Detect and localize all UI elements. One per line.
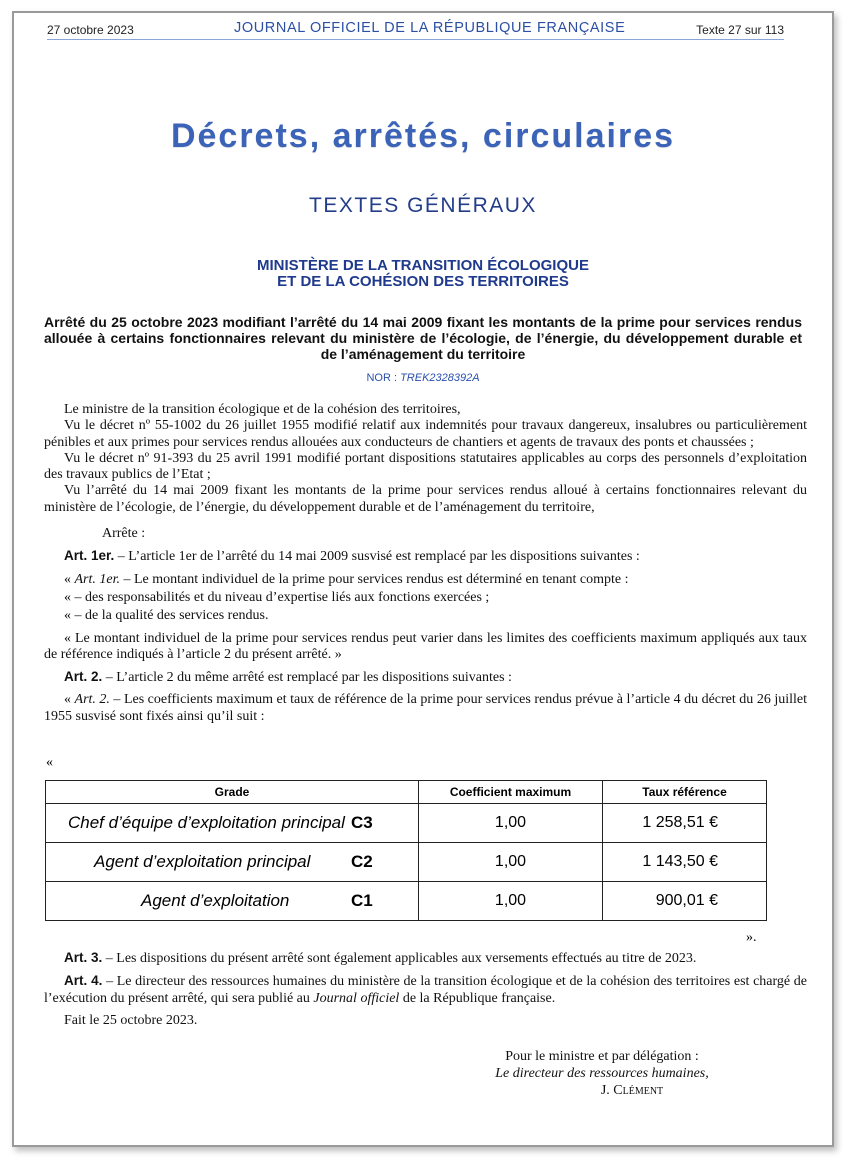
arrete-title: Arrêté du 25 octobre 2023 modifiant l’arrêté du 14 mai 2009 fixant les montants de la prime pour services rendus allouée à certains fonctionnaires relevant du ministère de l’écologie, de l’énergie, du développement durable et de l’aménagement du territoire <box>44 314 802 362</box>
signature-block <box>434 1048 770 1099</box>
article-1-label: Art. 1er. <box>64 548 115 564</box>
table-row <box>46 804 767 843</box>
taux-cell: 900,01 € <box>603 882 767 921</box>
grade-code: C2 <box>351 852 373 871</box>
nor-label: NOR : <box>366 372 397 384</box>
subsection-title: TEXTES GÉNÉRAUX <box>309 194 537 217</box>
table-header-grade: Grade <box>46 781 419 804</box>
coefficient-cell: 1,00 <box>419 843 603 882</box>
article-3-label: Art. 3. <box>64 950 103 965</box>
article-2-label: Art. 2. <box>64 669 103 685</box>
article-1-paragraph: « Le montant individuel de la prime pour services rendus peut varier dans les limites des coefficients maximum appliqués aux taux de référence indiqués à l’article 2 du présent arrêté. » <box>44 630 807 662</box>
ministry-heading <box>14 258 832 290</box>
grade-name: Agent d’exploitation principal <box>94 852 311 871</box>
quote-mark: « <box>64 571 75 587</box>
article-4-text: – Le directeur des ressources humaines du ministère de la transition écologique et de la cohésion des territoires est chargé de l’exécution du présent arrêté, qui sera publié au <box>44 974 807 1006</box>
document-tail <box>44 950 807 1035</box>
article-4-label: Art. 4. <box>64 973 103 989</box>
article-2-quote <box>44 692 807 725</box>
document-frame <box>12 11 834 1147</box>
nor-value: TREK2328392A <box>400 372 480 384</box>
ministry-line-2: ET DE LA COHÉSION DES TERRITOIRES <box>277 273 569 290</box>
taux-cell: 1 143,50 € <box>603 843 767 882</box>
article-2-text: – L’article 2 du même arrêté est remplacé par les dispositions suivantes : <box>102 670 512 686</box>
grades-table <box>45 780 767 921</box>
grade-cell <box>46 843 419 882</box>
table-header-taux: Taux référence <box>603 781 767 804</box>
journal-officiel-ref: Journal officiel <box>313 990 400 1006</box>
quoted-article-label: Art. 2. <box>74 692 110 708</box>
grade-code: C3 <box>351 813 373 832</box>
coefficient-cell: 1,00 <box>419 882 603 921</box>
preamble-line: Vu l’arrêté du 14 mai 2009 fixant les montants de la prime pour services rendus alloué à certains fonctionnaires relevant du ministère de l’écologie, de l’énergie, du développement durable et de l’aménagement du territoire, <box>44 483 807 515</box>
header-text-count: Texte 27 sur 113 <box>696 23 784 37</box>
article-1 <box>44 548 807 565</box>
ministry-line-1: MINISTÈRE DE LA TRANSITION ÉCOLOGIQUE <box>257 257 589 274</box>
nor-reference <box>14 372 832 384</box>
preamble-line: Vu le décret nº 55-1002 du 26 juillet 1955 modifié relatif aux indemnités pour travaux dangereux, insalubres ou particulièrement pénibles et aux primes pour services rendus allouées aux conducteurs de chantiers et agents de travaux des ponts et chaussées ; <box>44 418 807 450</box>
grade-name: Chef d’équipe d’exploitation principal <box>68 813 345 832</box>
table-row <box>46 882 767 921</box>
grade-code: C1 <box>351 891 373 910</box>
grade-cell <box>46 804 419 843</box>
article-1-item: « – de la qualité des services rendus. <box>64 608 269 624</box>
article-3 <box>44 950 807 967</box>
taux-cell: 1 258,51 € <box>603 804 767 843</box>
signature-line-2: Le directeur des ressources humaines, <box>495 1066 709 1081</box>
document-body <box>44 402 807 725</box>
header-journal-title: JOURNAL OFFICIEL DE LA RÉPUBLIQUE FRANÇAISE <box>234 20 626 36</box>
header-date: 27 octobre 2023 <box>47 23 134 37</box>
coefficient-cell: 1,00 <box>419 804 603 843</box>
article-1-item: « – des responsabilités et du niveau d’expertise liés aux fonctions exercées ; <box>64 589 490 605</box>
section-title: Décrets, arrêtés, circulaires <box>170 117 676 155</box>
article-1-text: – L’article 1er de l’arrêté du 14 mai 2009 susvisé est remplacé par les dispositions suivantes : <box>114 549 640 565</box>
quoted-article-text: – Les coefficients maximum et taux de référence de la prime pour services rendus prévue à l’article 4 du décret du 26 juillet 1955 susvisé sont fixés ainsi qu’il suit : <box>44 692 807 724</box>
quote-mark: « <box>64 692 75 708</box>
grade-cell <box>46 882 419 921</box>
fait-le: Fait le 25 octobre 2023. <box>64 1012 198 1028</box>
quoted-article-text: – Le montant individuel de la prime pour services rendus est déterminé en tenant compte : <box>120 571 629 587</box>
preamble-line: Le ministre de la transition écologique et de la cohésion des territoires, <box>64 402 461 417</box>
table-header-row <box>46 781 767 804</box>
article-1-quote <box>44 572 807 588</box>
quoted-article-label: Art. 1er. <box>74 571 120 587</box>
page-header <box>47 20 784 40</box>
table-close-quote: ». <box>746 930 757 945</box>
header-rule <box>47 39 784 40</box>
signature-name: J. Clément <box>600 1083 664 1098</box>
article-3-text: – Les dispositions du présent arrêté sont également applicables aux versements effectués au titre de 2023. <box>102 951 697 966</box>
table-open-quote: « <box>46 755 53 770</box>
table-header-coefficient: Coefficient maximum <box>419 781 603 804</box>
article-2 <box>44 669 807 686</box>
signature-line-1: Pour le ministre et par délégation : <box>505 1049 699 1064</box>
arrete-word: Arrête : <box>102 526 146 542</box>
article-4 <box>44 973 807 1007</box>
table-row <box>46 843 767 882</box>
article-4-text-end: de la République française. <box>399 990 556 1006</box>
grade-name: Agent d’exploitation <box>141 891 290 910</box>
preamble-line: Vu le décret nº 91-393 du 25 avril 1991 modifié portant dispositions statutaires applicables au corps des personnels d’exploitation des travaux publics de l’Etat ; <box>44 450 807 483</box>
